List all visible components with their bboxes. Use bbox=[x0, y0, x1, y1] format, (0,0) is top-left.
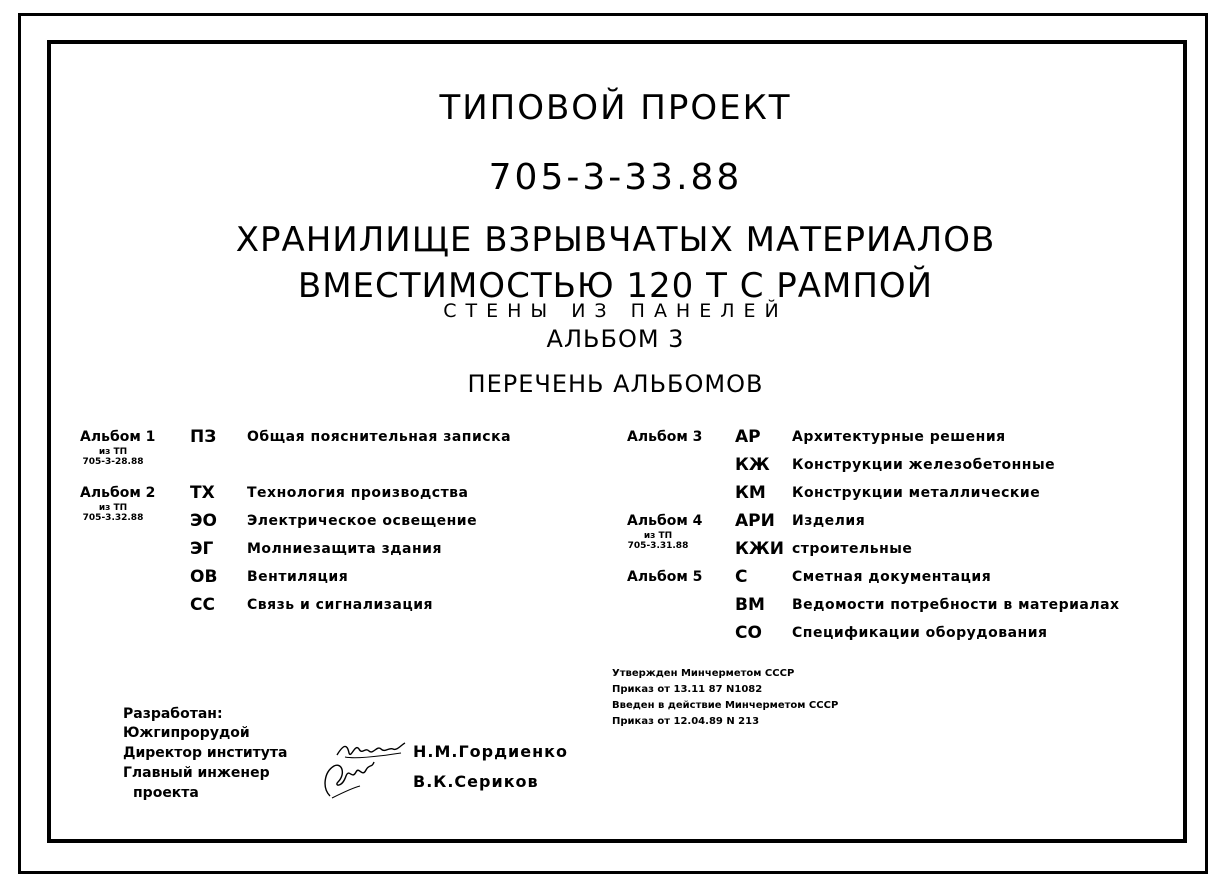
desc-kzhi: строительные bbox=[792, 541, 913, 557]
title-line-3: ХРАНИЛИЩЕ ВЗРЫВЧАТЫХ МАТЕРИАЛОВ bbox=[235, 220, 996, 260]
list-heading: ПЕРЕЧЕНЬ АЛЬБОМОВ bbox=[467, 370, 764, 398]
title-line-1: ТИПОВОЙ ПРОЕКТ bbox=[439, 88, 792, 128]
code-s: С bbox=[735, 567, 748, 587]
code-eg: ЭГ bbox=[190, 539, 214, 559]
chief-role-line-1: Главный инженер bbox=[123, 765, 270, 781]
desc-pz: Общая пояснительная записка bbox=[247, 429, 512, 445]
code-eo: ЭО bbox=[190, 511, 217, 531]
desc-s: Сметная документация bbox=[792, 569, 992, 585]
desc-eo: Электрическое освещение bbox=[247, 513, 478, 529]
album-1-label: Альбом 1 bbox=[80, 429, 156, 445]
code-kzhi: КЖИ bbox=[735, 539, 784, 559]
code-so: СО bbox=[735, 623, 762, 643]
developed-by-label: Разработан: bbox=[123, 706, 223, 722]
code-vm: ВМ bbox=[735, 595, 765, 615]
developer-org: Южгипрорудой bbox=[123, 725, 250, 741]
code-ov: ОВ bbox=[190, 567, 218, 587]
desc-eg: Молниезащита здания bbox=[247, 541, 442, 557]
album-5-label: Альбом 5 bbox=[627, 569, 703, 585]
album-3-label: Альбом 3 bbox=[627, 429, 703, 445]
approval-line-1: Утвержден Минчерметом СССР bbox=[612, 668, 795, 679]
chief-name: В.К.Сериков bbox=[413, 772, 539, 791]
director-name: Н.М.Гордиенко bbox=[413, 742, 568, 761]
album-1-ref: из ТП 705-3-28.88 bbox=[82, 447, 144, 467]
code-kzh: КЖ bbox=[735, 455, 770, 475]
desc-ss: Связь и сигнализация bbox=[247, 597, 434, 613]
director-role: Директор института bbox=[123, 745, 288, 761]
subtitle-walls: СТЕНЫ ИЗ ПАНЕЛЕЙ bbox=[443, 300, 788, 322]
code-pz: ПЗ bbox=[190, 427, 217, 447]
desc-km: Конструкции металлические bbox=[792, 485, 1041, 501]
title-line-4: ВМЕСТИМОСТЬЮ 120 Т С РАМПОЙ bbox=[297, 266, 934, 306]
desc-ov: Вентиляция bbox=[247, 569, 349, 585]
chief-engineer-signature bbox=[316, 758, 376, 800]
album-2-label: Альбом 2 bbox=[80, 485, 156, 501]
code-ar: АР bbox=[735, 427, 761, 447]
album-2-ref: из ТП 705-3.32.88 bbox=[82, 503, 144, 523]
desc-ari: Изделия bbox=[792, 513, 866, 529]
desc-kzh: Конструкции железобетонные bbox=[792, 457, 1056, 473]
desc-ar: Архитектурные решения bbox=[792, 429, 1006, 445]
album-number: АЛЬБОМ 3 bbox=[546, 325, 685, 353]
desc-th: Технология производства bbox=[247, 485, 469, 501]
approval-line-2: Приказ от 13.11 87 N1082 bbox=[612, 684, 763, 695]
approval-line-4: Приказ от 12.04.89 N 213 bbox=[612, 716, 760, 727]
code-ari: АРИ bbox=[735, 511, 775, 531]
code-ss: СС bbox=[190, 595, 215, 615]
chief-role-line-2: проекта bbox=[133, 785, 199, 801]
code-km: КМ bbox=[735, 483, 766, 503]
project-number: 705-3-33.88 bbox=[488, 157, 743, 198]
code-th: ТХ bbox=[190, 483, 215, 503]
desc-vm: Ведомости потребности в материалах bbox=[792, 597, 1120, 613]
desc-so: Спецификации оборудования bbox=[792, 625, 1048, 641]
album-4-ref: из ТП 705-3.31.88 bbox=[627, 531, 689, 551]
approval-line-3: Введен в действие Минчерметом СССР bbox=[612, 700, 839, 711]
album-4-label: Альбом 4 bbox=[627, 513, 703, 529]
